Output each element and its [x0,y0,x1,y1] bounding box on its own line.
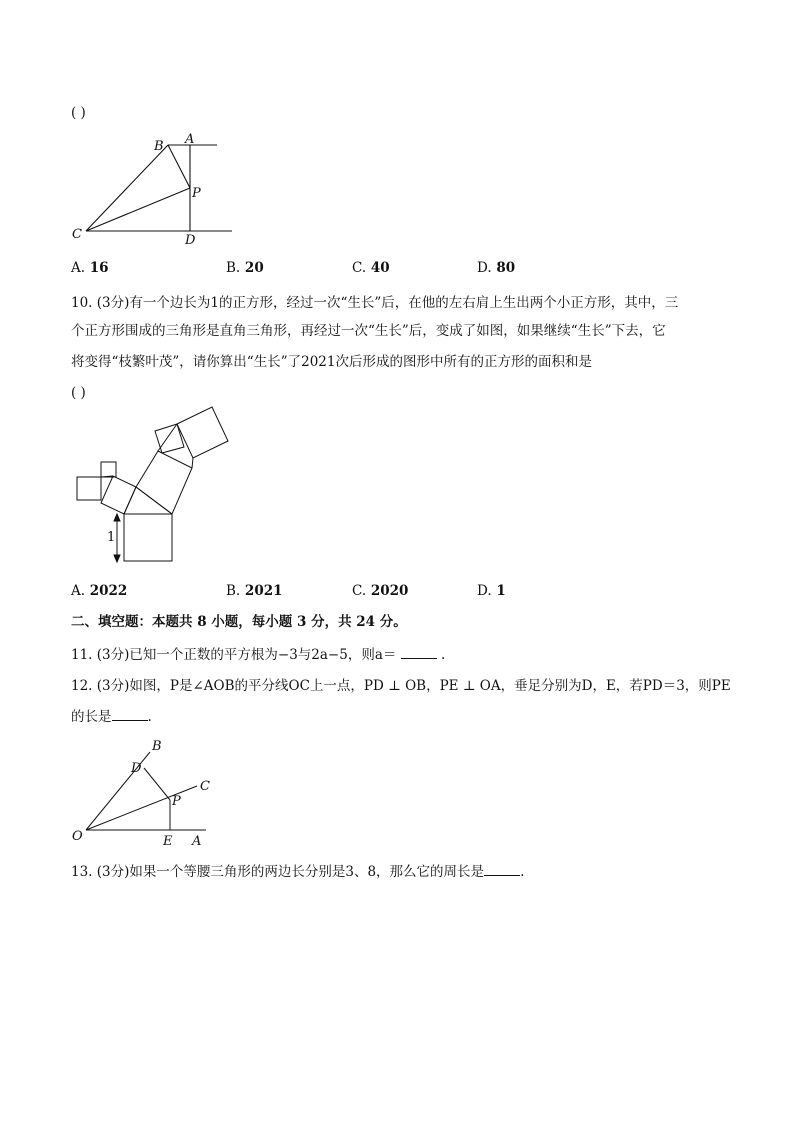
q9-label-a: A [185,132,195,147]
q12-segment-pd [144,768,170,800]
q12-label-o: O [72,829,83,844]
q12-label-a: A [192,834,202,849]
section-2-heading: 二、填空题：本题共 8 小题，每小题 3 分，共 24 分。 [71,614,407,630]
q9-label-b: B [154,139,164,154]
q9-label-d: D [185,233,196,248]
q13-blank[interactable] [484,863,520,876]
q9-option-a: A. 16 [71,260,109,276]
q9-option-d: D. 80 [477,260,516,276]
q9-option-b: B. 20 [226,260,264,276]
q13-text: 13. (3分)如果一个等腰三角形的两边长分别是3、8，那么它的周长是 . [71,864,525,880]
q9-label-p: P [192,186,201,201]
q12-label-b: B [152,739,162,754]
q10-line-1: 10. (3分)有一个边长为1的正方形，经过一次“生长”后，在他的左右肩上生出两个小正方形，其中，三 [71,295,679,311]
q12-label-c: C [200,779,210,794]
q10-line-2: 个正方形围成的三角形是直角三角形，再经过一次“生长”后，变成了如图，如果继续“生长”下去，它 [71,323,666,339]
q10-answer-paren: ( ) [71,385,86,401]
q10-option-b: B. 2021 [226,583,283,599]
q12-line-1: 12. (3分)如图，P是∠AOB的平分线OC上一点，PD ⊥ OB，PE ⊥ OA，垂足分别为D，E，若PD＝3，则PE [71,678,731,694]
q10-option-a: A. 2022 [71,583,128,599]
q12-line-2: 的长是 . [71,709,152,725]
q9-answer-paren: ( ) [71,105,86,121]
q10-option-c: C. 2020 [352,583,409,599]
q10-option-d: D. 1 [477,583,506,599]
q12-label-e: E [163,834,173,849]
q9-option-c: C. 40 [352,260,390,276]
q12-label-p: P [172,794,181,809]
q9-label-c: C [72,227,82,242]
q10-side-label: 1 [107,530,116,545]
q12-label-d: D [131,761,142,776]
q10-line-3: 将变得“枝繁叶茂”，请你算出“生长”了2021次后形成的图形中所有的正方形的面积和是 [71,354,592,370]
q11-text: 11. (3分)已知一个正数的平方根为−3与2a−5，则a＝ . [71,647,446,663]
